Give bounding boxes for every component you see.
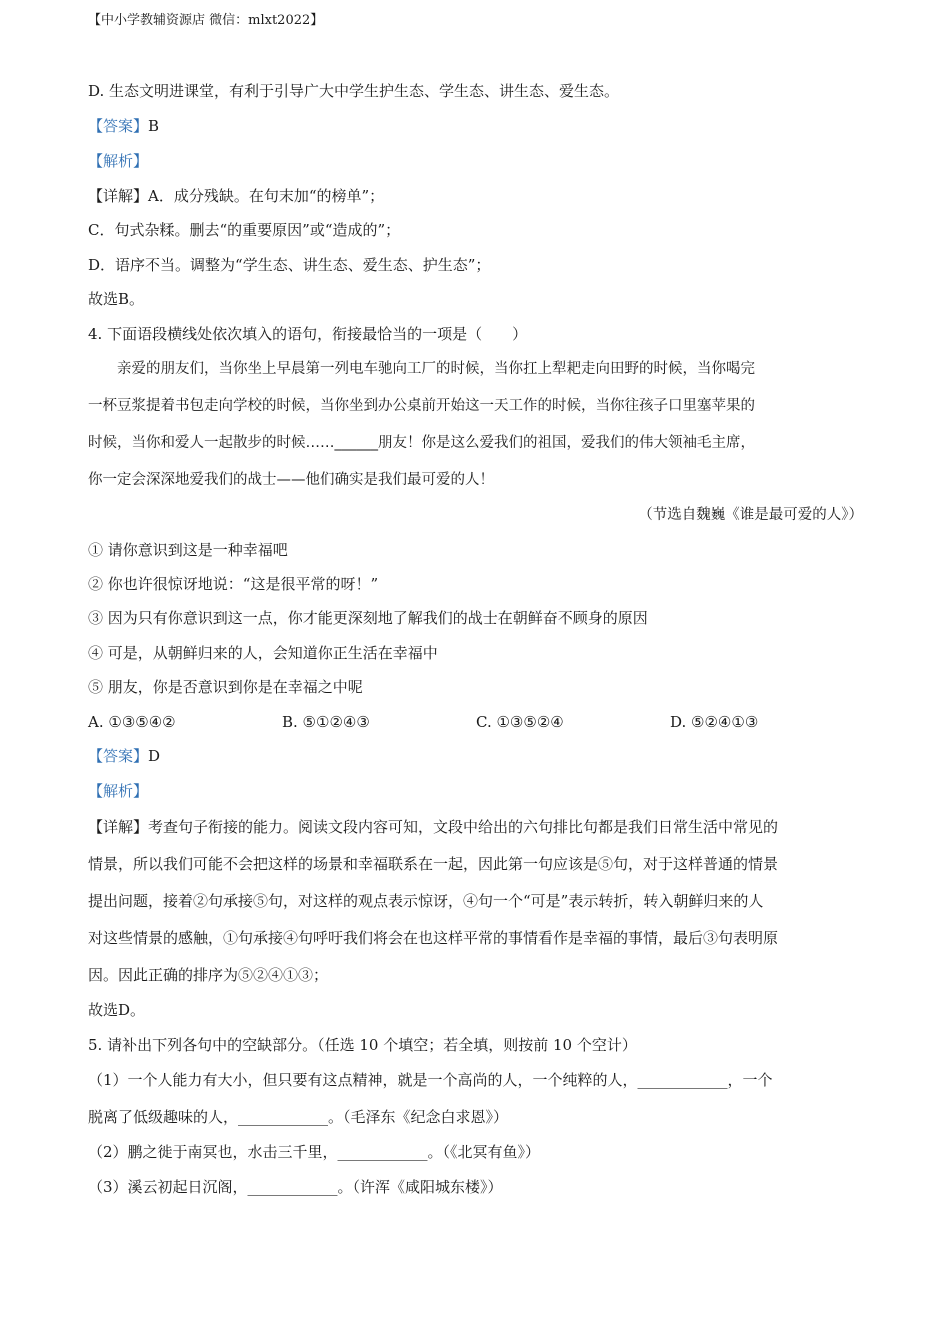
detail-tag: 【详解】 <box>88 818 149 836</box>
answer-tag: 【答案】 <box>88 747 149 765</box>
q4-passage-line: 时候，当你和爱人一起散步的时候……______朋友！你是这么爱我们的祖国，爱我们的伟大领袖毛主席， <box>88 435 755 451</box>
q4-sentence: ④ 可是，从朝鲜归来的人，会知道你正生活在幸福中 <box>88 644 438 662</box>
q4-passage-line: 一杯豆浆提着书包走向学校的时候，当你坐到办公桌前开始这一天工作的时候，当你往孩子口里塞苹果的 <box>88 398 755 414</box>
q4-answer <box>88 745 863 767</box>
answer-tag: 【答案】 <box>88 117 149 135</box>
q3-analysis-tag: 【解析】 <box>88 152 149 170</box>
q4-analysis-tag: 【解析】 <box>88 782 149 800</box>
q5-item: 脱离了低级趣味的人，____________。（毛泽东《纪念白求恩》） <box>88 1108 509 1126</box>
q4-sentence: ① 请你意识到这是一种幸福吧 <box>88 541 288 559</box>
q4-detail-line: 提出问题，接着②句承接⑤句，对这样的观点表示惊讶，④句一个“可是”表示转折，转入朝鲜归来的人 <box>88 892 764 910</box>
q4-detail-line <box>88 816 863 838</box>
q4-source: （节选自魏巍《谁是最可爱的人》） <box>638 507 863 523</box>
detail-tag: 【详解】 <box>88 187 149 205</box>
q3-option-d: D. 生态文明进课堂，有利于引导广大中学生护生态、学生态、讲生态、爱生态。 <box>88 82 620 100</box>
q4-option-d: D. ⑤②④①③ <box>670 713 759 731</box>
page-header: 【中小学教辅资源店 微信：mlxt2022】 <box>88 13 324 28</box>
q4-sentence: ③ 因为只有你意识到这一点，你才能更深刻地了解我们的战士在朝鲜奋不顾身的原因 <box>88 609 648 627</box>
q5-item: （2）鹏之徙于南冥也，水击三千里，____________。（《北冥有鱼》） <box>88 1143 541 1161</box>
q4-detail-line: 情景，所以我们可能不会把这样的场景和幸福联系在一起，因此第一句应该是⑤句，对于这样普通的情景 <box>88 855 779 873</box>
q3-detail-d: D．语序不当。调整为“学生态、讲生态、爱生态、护生态”； <box>88 256 491 274</box>
q5-stem: 5. 请补出下列各句中的空缺部分。（任选 10 个填空；若全填，则按前 10 个空计） <box>88 1036 637 1054</box>
answer-value: B <box>148 117 160 135</box>
q5-item: （3）溪云初起日沉阁，____________。（许浑《咸阳城东楼》） <box>88 1178 503 1196</box>
q4-option-b: B. ⑤①②④③ <box>282 713 370 731</box>
answer-value: D <box>148 747 161 765</box>
q4-conclusion: 故选D。 <box>88 1001 146 1019</box>
q4-sentence: ② 你也许很惊讶地说：“这是很平常的呀！” <box>88 575 379 593</box>
q3-detail-c: C．句式杂糅。删去“的重要原因”或“造成的”； <box>88 221 401 239</box>
q4-passage-line: 你一定会深深地爱我们的战士——他们确实是我们最可爱的人！ <box>88 472 494 488</box>
q4-detail-line: 对这些情景的感触，①句承接④句呼吁我们将会在也这样平常的事情看作是幸福的事情，最后③句表明原 <box>88 929 779 947</box>
q4-stem: 4. 下面语段横线处依次填入的语句，衔接最恰当的一项是（ ） <box>88 325 528 343</box>
q4-option-a: A. ①③⑤④② <box>88 713 176 731</box>
q4-sentence: ⑤ 朋友，你是否意识到你是在幸福之中呢 <box>88 678 363 696</box>
q4-passage-line: 亲爱的朋友们，当你坐上早晨第一列电车驰向工厂的时候，当你扛上犁耙走向田野的时候，当你喝完 <box>88 361 755 377</box>
q5-item: （1）一个人能力有大小，但只要有这点精神，就是一个高尚的人，一个纯粹的人，____________，一个 <box>88 1071 773 1089</box>
q3-conclusion: 故选B。 <box>88 290 145 308</box>
detail-text: 考查句子衔接的能力。阅读文段内容可知，文段中给出的六句排比句都是我们日常生活中常见的 <box>148 818 779 836</box>
detail-text: A．成分残缺。在句末加“的榜单”； <box>148 187 385 205</box>
q3-detail-a <box>88 185 863 207</box>
q4-option-c: C. ①③⑤②④ <box>476 713 564 731</box>
q4-detail-line: 因。因此正确的排序为⑤②④①③； <box>88 966 329 984</box>
q3-answer <box>88 115 863 137</box>
